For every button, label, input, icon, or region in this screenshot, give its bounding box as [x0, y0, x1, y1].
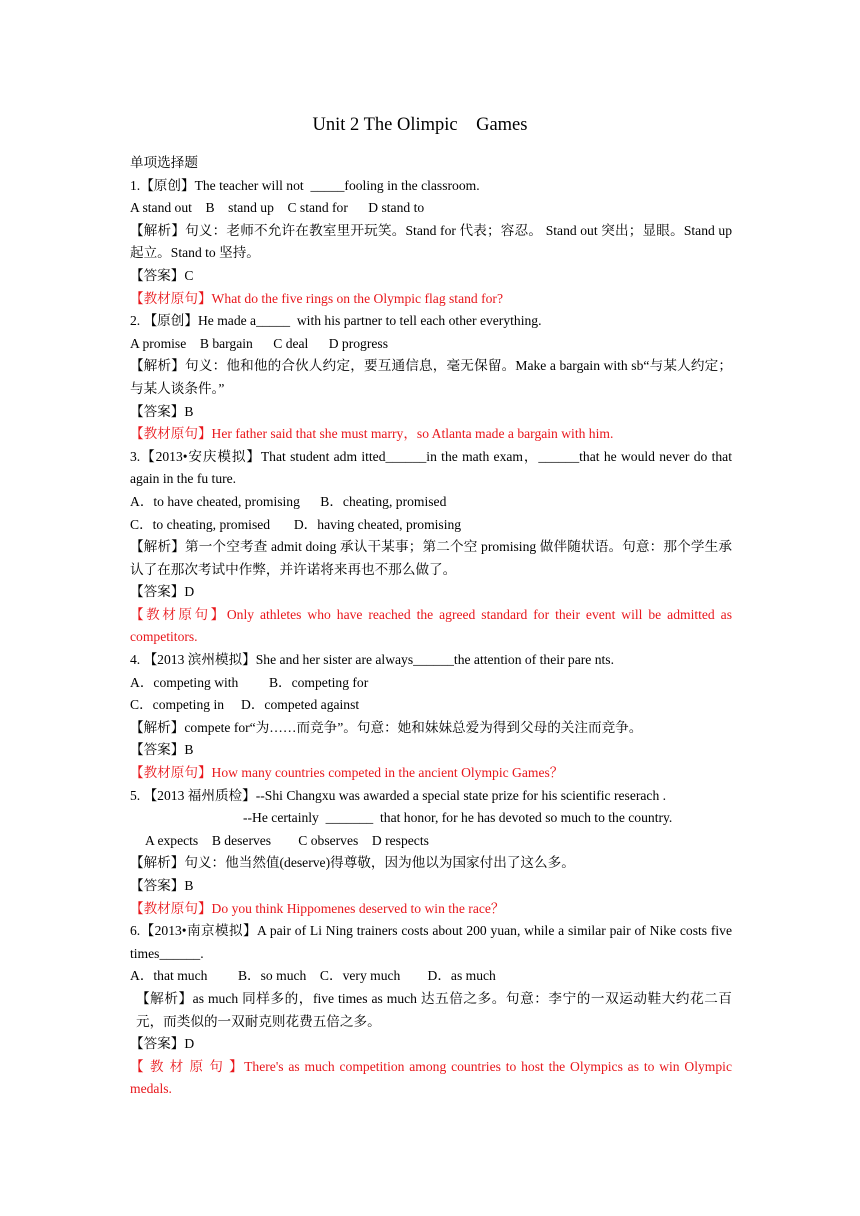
question-answer: 【答案】B	[130, 403, 194, 419]
question-6	[130, 920, 732, 1101]
question-source: 【教材原句】Only athletes who have reached the agreed standard for their event will be admitted as competitors.	[130, 606, 732, 645]
question-source: 【教材原句】Do you think Hippomenes deserved to win the race？	[130, 900, 505, 916]
question-answer: 【答案】D	[130, 1036, 195, 1052]
question-analysis: 【解析】compete for“为……而竞争”。句意：她和妹妹总爱为得到父母的关注而竞争。	[130, 719, 643, 735]
question-2	[130, 310, 732, 446]
question-answer: 【答案】C	[130, 267, 194, 283]
question-stem: 4. 【2013 滨州模拟】She and her sister are always______the attention of their pare nts.	[130, 652, 614, 668]
question-stem: 6.【2013•南京模拟】A pair of Li Ning trainers costs about 200 yuan, while a similar pair of Nike costs five times______.	[130, 923, 732, 961]
question-1	[130, 175, 732, 311]
question-source: 【教材原句】What do the five rings on the Olympic flag stand for?	[130, 290, 503, 306]
question-analysis: 【解析】as much 同样多的，five times as much 达五倍之多。句意：李宁的一双运动鞋大约花二百元，而类似的一双耐克则花费五倍之多。	[136, 990, 732, 1029]
question-4	[130, 649, 732, 785]
question-options: A．competing with B．competing for	[130, 674, 369, 690]
question-options: A stand out B stand up C stand for D stand to	[130, 200, 425, 216]
question-options: A promise B bargain C deal D progress	[130, 335, 388, 351]
question-options: A．to have cheated, promising B．cheating, promised	[130, 493, 447, 509]
question-source: 【教材原句】Her father said that she must marry，so Atlanta made a bargain with him.	[130, 426, 614, 442]
question-source: 【 教 材 原 句 】There's as much competition among countries to host the Olympics as to win Olympic medals.	[130, 1058, 732, 1097]
question-stem-reply: --He certainly _______ that honor, for he has devoted so much to the country.	[243, 810, 673, 826]
question-3	[130, 446, 732, 649]
question-answer: 【答案】D	[130, 584, 195, 600]
question-options: C．competing in D．competed against	[130, 697, 360, 713]
question-options: A．that much B．so much C．very much D．as much	[130, 968, 496, 984]
question-stem: 1.【原创】The teacher will not _____fooling in the classroom.	[130, 177, 480, 193]
question-stem: 5. 【2013 福州质检】--Shi Changxu was awarded a special state prize for his scientific reserach .	[130, 787, 667, 803]
question-source: 【教材原句】How many countries competed in the ancient Olympic Games？	[130, 765, 564, 781]
section-heading: 单项选择题	[130, 155, 198, 170]
question-options: C．to cheating, promised D．having cheated, promising	[130, 516, 462, 532]
question-stem: 3.【2013•安庆模拟】That student adm itted______in the math exam，______that he would never do that again in the fu ture.	[130, 448, 732, 487]
question-analysis: 【解析】句义：老师不允许在教室里开玩笑。Stand for 代表；容忍。 Stand out 突出；显眼。Stand up 起立。Stand to 坚持。	[130, 222, 732, 261]
question-options: A expects B deserves C observes D respects	[145, 832, 429, 848]
question-analysis: 【解析】第一个空考查 admit doing 承认干某事；第二个空 promising 做伴随状语。句意：那个学生承认了在那次考试中作弊，并许诺将来再也不那么做了。	[130, 539, 732, 577]
document-body	[130, 152, 732, 1101]
question-answer: 【答案】B	[130, 878, 194, 893]
question-5	[130, 785, 732, 921]
document-title: Unit 2 The Olimpic Games	[312, 115, 528, 135]
question-analysis: 【解析】句义：他和他的合伙人约定，要互通信息，毫无保留。Make a bargain with sb“与某人约定；与某人谈条件。”	[130, 358, 732, 396]
question-answer: 【答案】B	[130, 742, 194, 758]
question-stem: 2. 【原创】He made a_____ with his partner to tell each other everything.	[130, 313, 542, 329]
question-analysis: 【解析】句义：他当然值(deserve)得尊敬，因为他以为国家付出了这么多。	[130, 855, 575, 871]
